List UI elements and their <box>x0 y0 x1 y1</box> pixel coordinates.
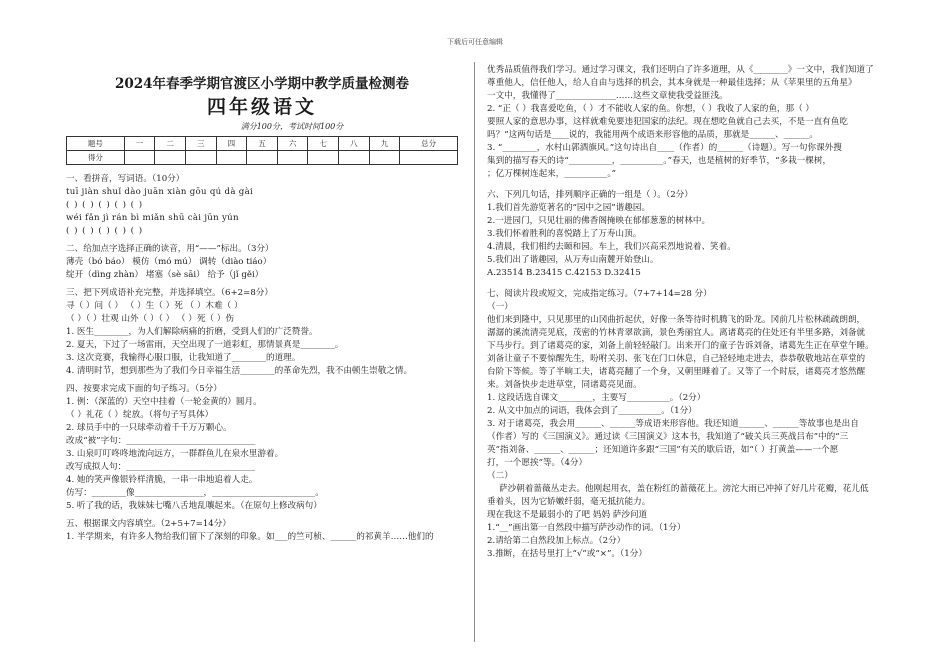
question-line: 4. 她的笑声像银铃样清脆，一串一串地追着人走。 <box>66 475 258 485</box>
section-label: （一） <box>487 302 513 312</box>
score-table-cell: 三 <box>185 137 216 151</box>
question-line: 3. 对于诸葛亮，我会用______、______等成语来形容他。我还知道______、______等故事也是出自 <box>487 419 859 429</box>
score-entry-cell[interactable] <box>339 151 370 165</box>
passage-line: 他们来到隆中，只见那里的山冈曲折起伏，好像一条等待时机腾飞的卧龙。冈前几片松林疏疏朗朗， <box>487 315 866 325</box>
question-line: 五、根据课文内容填空。（2+5+7=14分） <box>66 519 231 529</box>
score-entry-cell[interactable] <box>308 151 339 165</box>
answer-bracket-line: ( ) ( ) ( ) ( ) ( ) <box>66 226 144 236</box>
header-note: 下载后可任意编辑 <box>447 38 503 46</box>
question-line: 寻（ ）问（ ） （ ）生（ ）死 （ ）木难（ ） <box>66 301 243 311</box>
passage-line: 下马步行。到了诸葛亮的家，刘备上前轻轻敲门。出来开门的童子告诉刘备，诸葛先生正在草堂午睡。 <box>487 341 874 351</box>
question-line: 1. 医生________，为人们解除病痛的折磨，受到人们的广泛赞誉。 <box>66 327 318 337</box>
question-line: 1.“__”画出第一自然段中描写萨沙动作的词。（1分） <box>487 523 686 533</box>
question-line: 4.清晨，我们相约去颐和园。车上，我们兴高采烈地说着、笑着。 <box>487 242 736 252</box>
question-line: 1. 例：（深蓝的）天空中挂着（一轮金黄的）圆月。 <box>66 397 262 407</box>
question-line: （ ）（ ）壮观 山外（ ）（ ） （ ）死（ ）伤 <box>66 314 234 324</box>
question-line: （作者）写的《三国演义》。通过读《三国演义》这本书，我知道了“破关兵三英战吕布”中的“三 <box>487 432 849 442</box>
passage-line: 台阶下等候。等了半晌工夫，诸葛亮翻了一个身，又朝里睡着了。又等了一个时辰，诸葛亮才悠然醒 <box>487 367 866 377</box>
column-divider <box>474 62 475 642</box>
pinyin-line: wéi fǎn jì rán bì miǎn shū cài jūn yún <box>66 213 239 223</box>
score-table-cell: 二 <box>155 137 186 151</box>
question-line: 2. 从文中加点的词语，我体会到了__________。（1分） <box>487 406 697 416</box>
score-entry-cell[interactable] <box>124 151 155 165</box>
question-line: 1. 半学期来，有许多人物给我们留下了深刻的印象。如___的竺可桢、______的祁黄羊……他们的 <box>66 532 434 542</box>
score-entry-cell[interactable] <box>400 151 458 165</box>
question-line: 3. “________，水村山郭酒旗风。”这句诗出自____（作者）的______（诗题）。写一句你课外搜 <box>487 143 842 153</box>
passage-line: 垂着头，因为它娇嫩纤弱，毫无抵抗能力。 <box>487 497 651 507</box>
question-line: 七、阅读片段或短文，完成指定练习。（7+7+14=28 分） <box>487 289 712 299</box>
question-line: ；亿万棵树连起来，__________。” <box>487 169 617 179</box>
question-line: 绽开（dìng zhàn） 堵塞（sè sāi） 给予（jǐ gěi） <box>66 270 264 280</box>
passage-line: 刘备让童子不要惊醒先生，吩咐关羽、张飞在门口休息，自己轻轻地走进去，恭恭敬敬地站在草堂的 <box>487 354 866 364</box>
question-line: 薄壳（bó báo） 模仿（mó mú） 调转（diào tiáo） <box>66 257 272 267</box>
score-table-header-row <box>67 137 458 151</box>
question-line: 尊重他人，信任他人，给人自由与选择的机会，其本身就是一种最佳选择；从《苹果里的五角星》 <box>487 78 857 88</box>
question-line: 打，一个愿挨”等。（4分） <box>487 458 588 468</box>
section-label: （二） <box>487 471 513 481</box>
score-entry-cell[interactable] <box>155 151 186 165</box>
left-question-lines <box>66 173 458 544</box>
question-line: 1. 这段话选自课文________，主要写__________。（2分） <box>487 393 706 403</box>
question-line: 一文中，我懂得了______________……这些文章使我受益匪浅。 <box>487 91 728 101</box>
answer-options: A.23514 B.23415 C.42153 D.32415 <box>487 268 641 278</box>
exam-subtitle: 四年级语文 <box>206 96 317 118</box>
passage-line: 现在我这不是最弱小的了吧 妈妈 萨沙问道 <box>487 510 648 520</box>
question-line: 2.一进园门，只见壮丽的佛香阁掩映在郁郁葱葱的树林中。 <box>487 216 711 226</box>
right-column <box>487 64 887 561</box>
passage-line: 来。刘备快步走进草堂，同诸葛亮见面。 <box>487 380 642 390</box>
question-line: 3.我们怀着胜利的喜悦踏上了万寿山顶。 <box>487 229 642 239</box>
question-line: 四、按要求完成下面的句子练习。（5分） <box>66 384 222 394</box>
score-entry-cell[interactable] <box>369 151 400 165</box>
question-line: 二、给加点字选择正确的读音，用“——”标出。（3分） <box>66 244 274 254</box>
score-line: 满分100分，考试时间100分 <box>240 122 344 131</box>
left-column <box>66 64 458 544</box>
score-table-cell: 九 <box>369 137 400 151</box>
question-line: 一、看拼音，写词语。（10分） <box>66 174 185 184</box>
question-line: 六、下列几句话，排列顺序正确的一组是（ ）。（2分） <box>487 190 693 200</box>
question-line: 三、把下列成语补充完整，并选择填空。（6+2=8分） <box>66 288 273 298</box>
question-line: 改写成拟人句：______________________________ <box>66 462 256 472</box>
spacer <box>487 280 887 288</box>
score-table-row-label: 得分 <box>67 151 125 165</box>
exam-title: 2024年春季学期官渡区小学期中教学质量检测卷 <box>114 76 410 92</box>
question-line: 5. 听了我的话，我妹妹七嘴八舌地乱嚷起来。（在原句上修改病句） <box>66 501 322 511</box>
score-table-cell: 五 <box>247 137 278 151</box>
spacer <box>66 165 458 173</box>
question-line: 仿写：________像________________，________________________。 <box>66 488 324 498</box>
question-line: 吗？”这两句话是____说的，我能用两个成语来形容他的品质，那就是______、______。 <box>487 130 818 140</box>
score-table-cell: 题号 <box>67 137 125 151</box>
question-line: 3. 这次竞赛，我输得心服口服，让我知道了________的道理。 <box>66 353 301 363</box>
score-table-cell: 七 <box>308 137 339 151</box>
score-table-cell: 四 <box>216 137 247 151</box>
pinyin-line: tuī jiàn shuǐ dào juān xiàn gōu qú dà gài <box>66 187 254 197</box>
score-table-cell: 一 <box>124 137 155 151</box>
question-line: 优秀品质值得我们学习。通过学习课文，我们还明白了许多道理，从《________》一文中，我们知道了 <box>487 65 874 75</box>
score-table-cell: 总分 <box>400 137 458 151</box>
spacer <box>487 181 887 189</box>
score-table-score-row <box>67 151 458 165</box>
question-line: （ ）礼花（ ）绽放。（将句子写具体） <box>66 410 214 420</box>
score-entry-cell[interactable] <box>277 151 308 165</box>
score-table-cell: 六 <box>277 137 308 151</box>
passage-line: 萨沙朝着蔷薇丛走去。他刚起用衣，盖在粉红的蔷薇花上。滂沱大雨已冲掉了好几片花瓣，花儿低 <box>499 484 869 494</box>
question-line: 5.我们出了谐趣园，从万寿山南麓开始登山。 <box>487 255 659 265</box>
question-line: 集到的描写春天的诗“__________，__________。”春天，也是植树的好季节，“多栽一棵树， <box>487 156 832 166</box>
question-line: 2. “正（ ）我喜爱吃鱼，（ ）才不能收人家的鱼。你想，（ ）我收了人家的鱼，那（ ） <box>487 104 815 114</box>
passage-line: 潺潺的溪流清亮见底，茂密的竹林青翠欲滴，景色秀丽宜人。离诸葛亮的住处还有半里多路，刘备就 <box>487 328 866 338</box>
question-line: 要照人家的意思办事，这样就难免要违犯国家的法纪。现在想吃鱼就自己去买，不是一直有鱼吃 <box>487 117 848 127</box>
question-line: 3. 山泉叮叮咚咚地流向远方，一群群鱼儿在泉水里游着。 <box>66 449 284 459</box>
question-line: 改成“被”字句：______________________________ <box>66 436 256 446</box>
score-entry-cell[interactable] <box>185 151 216 165</box>
question-line: 英”指刘备、______、______；还知道许多跟“三国”有关的歇后语，如“（ ）打黄盖——一个愿 <box>487 445 839 455</box>
question-line: 3.推断，在括号里打上“√”或“×”。（1分） <box>487 549 647 559</box>
question-line: 4. 清明时节，想到那些为了我们今日幸福生活________的革命先烈，我不由顿生崇敬之情。 <box>66 366 413 376</box>
score-table <box>66 136 458 165</box>
score-entry-cell[interactable] <box>247 151 278 165</box>
score-entry-cell[interactable] <box>216 151 247 165</box>
question-line: 1.我们首先游览著名的“园中之园”谐趣园。 <box>487 203 651 213</box>
score-table-cell: 八 <box>339 137 370 151</box>
answer-bracket-line: ( ) ( ) ( ) ( ) ( ) <box>66 200 144 210</box>
question-line: 2. 夏天，下过了一场雷雨，天空出现了一道彩虹，那情景真是________。 <box>66 340 344 350</box>
question-line: 2.请给第二自然段加上标点。（2分） <box>487 536 626 546</box>
question-line: 2. 球员手中的一只球牵动着千千万万颗心。 <box>66 423 232 433</box>
